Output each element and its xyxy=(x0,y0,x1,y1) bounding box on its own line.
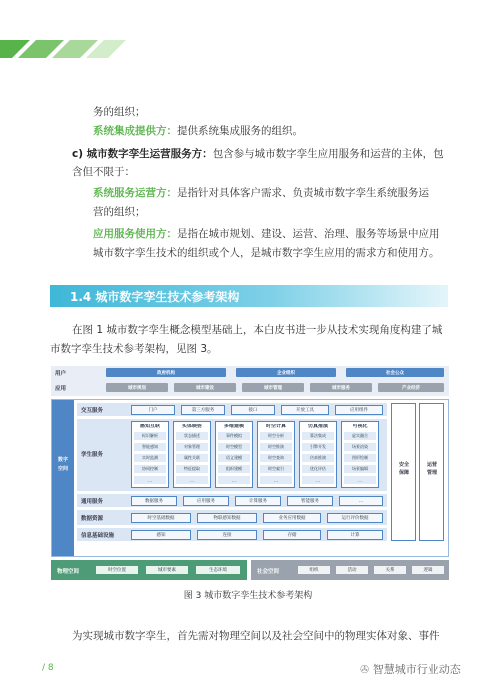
general-item: ... xyxy=(339,496,383,506)
twin-column-item: 场景渲染 xyxy=(344,443,376,451)
twin-column-item: 场景编辑 xyxy=(344,465,376,473)
twin-column-item: 属性关联 xyxy=(176,454,208,462)
social-item: 逻辑 xyxy=(411,565,445,575)
twin-column-item: 时空索引 xyxy=(260,465,292,473)
app-item: 城市服务 xyxy=(310,383,372,392)
twin-column-item: 实时监测 xyxy=(134,454,166,462)
general-item: 智能服务 xyxy=(287,496,333,506)
infra-item: 感知 xyxy=(131,530,191,540)
text-line: 系统服务运营方：是指针对具体客户需求、负责城市数字孪生系统服务运 xyxy=(93,187,429,199)
twin-column-item: ... xyxy=(176,476,208,484)
twin-column-head: 多维建模 xyxy=(223,424,244,429)
data-item: 运行评价数据 xyxy=(327,513,383,523)
physical-item: 时空位置 xyxy=(95,565,139,575)
social-item: 活动 xyxy=(335,565,369,575)
physical-space-label: 物理空间 xyxy=(57,569,80,575)
twin-column-head: 时空计算 xyxy=(265,424,286,429)
social-space-label: 社会空间 xyxy=(257,569,280,575)
text-line: 营的组织； xyxy=(93,206,146,218)
text-line: 应用服务使用方：是指在城市规划、建设、运营、治理、服务等场景中应用 xyxy=(93,228,440,240)
interact-item: 开放工具 xyxy=(281,405,329,415)
general-item: 计算服务 xyxy=(235,496,281,506)
twin-column-item: 组织建模 xyxy=(218,465,250,473)
twin-column-item: 算法集成 xyxy=(302,432,334,440)
user-item: 政府机构 xyxy=(106,368,226,377)
physical-item: 城市要素 xyxy=(145,565,189,575)
app-item: 产业经济 xyxy=(378,383,444,392)
twin-column-item: 语义建模 xyxy=(218,454,250,462)
twin-column-item: 时空查询 xyxy=(260,454,292,462)
twin-column-item: ... xyxy=(344,476,376,484)
twin-column-item: 仿真推演 xyxy=(302,454,334,462)
twin-column-item: 智能感知 xyxy=(134,443,166,451)
data-label: 数据资源 xyxy=(81,516,104,522)
social-item: 组织 xyxy=(297,565,331,575)
infra-item: 计算 xyxy=(327,530,383,540)
corner-stripe-decoration xyxy=(0,0,140,60)
twin-column-item: ... xyxy=(302,476,334,484)
infra-item: 存储 xyxy=(263,530,321,540)
page-number: / 8 xyxy=(42,663,54,673)
brand-watermark: ✇ 智慧城市行业动态 xyxy=(360,663,461,676)
digital-space-label: 数字空间 xyxy=(57,457,68,472)
twin-column-item: 时空模型 xyxy=(218,443,250,451)
general-item: 应用服务 xyxy=(183,496,229,506)
user-item: 企业组织 xyxy=(236,368,336,377)
interact-item: 第三方服务 xyxy=(181,405,225,415)
twin-column-item: 特征提取 xyxy=(176,465,208,473)
twin-column-item: 图形绘制 xyxy=(344,454,376,462)
twin-column-item: 状态描述 xyxy=(176,432,208,440)
user-item: 社会公众 xyxy=(346,368,444,377)
text-line: 为实现城市数字孪生，首先需对物理空间以及社会空间中的物理实体对象、事件 xyxy=(72,630,440,642)
app-item: 城市建设 xyxy=(174,383,236,392)
social-item: 关系 xyxy=(373,565,407,575)
text-line: 务的组织； xyxy=(93,106,146,118)
twin-column-head: 可视化 xyxy=(352,424,368,429)
twin-column-item: 协同控制 xyxy=(134,465,166,473)
text-line: 城市数字孪生技术的组织或个人，是城市数字孪生应用的需求方和使用方。 xyxy=(93,247,440,259)
twin-column-item: ... xyxy=(218,476,250,484)
twin-column-item: 时空推演 xyxy=(260,443,292,451)
twin-column-item: 标识解析 xyxy=(134,432,166,440)
twin-column-head: 感知互联 xyxy=(139,424,160,429)
text-line: 在图 1 城市数字孪生概念模型基础上，本白皮书进一步从技术实现角度构建了城 xyxy=(72,324,443,336)
twin-column-item: ... xyxy=(134,476,166,484)
app-layer-label: 应用 xyxy=(55,386,67,392)
infra-label: 信息基础设施 xyxy=(81,533,115,539)
data-item: 物联感知数据 xyxy=(197,513,257,523)
twin-column-item: 对象管理 xyxy=(176,443,208,451)
physical-item: 生态环境 xyxy=(195,565,241,575)
twin-column-item: ... xyxy=(260,476,292,484)
text-line: 含但不限于： xyxy=(72,166,135,178)
user-layer-label: 用户 xyxy=(55,371,67,377)
interact-label: 交互服务 xyxy=(81,408,104,414)
twin-column-head: 实体映射 xyxy=(181,424,202,429)
twin-column-item: 引擎开发 xyxy=(302,443,334,451)
interact-item: 门户 xyxy=(131,405,175,415)
app-item: 城市规划 xyxy=(106,383,168,392)
general-item: 数据服务 xyxy=(131,496,177,506)
app-item: 城市管理 xyxy=(242,383,304,392)
section-heading: 1.4 城市数字孪生技术参考架构 xyxy=(50,285,448,307)
data-item: 业务应用数据 xyxy=(263,513,321,523)
text-line: 市数字孪生技术参考架构，见图 3。 xyxy=(50,343,218,355)
text-line: 系统集成提供方：提供系统集成服务的组织。 xyxy=(93,125,303,137)
twin-column-item: 优化评估 xyxy=(302,465,334,473)
text-line: c) 城市数字孪生运营服务方：包含参与城市数字孪生应用服务和运营的主体，包 xyxy=(72,148,444,160)
twin-label: 孪生服务 xyxy=(81,452,104,458)
security-label: 安全保障 xyxy=(399,462,410,476)
infra-item: 连接 xyxy=(197,530,257,540)
twin-column-item: 事件模拟 xyxy=(218,432,250,440)
data-item: 时空基础数据 xyxy=(131,513,191,523)
twin-column-item: 时空分析 xyxy=(260,432,292,440)
ops-label: 运营管理 xyxy=(427,462,438,476)
figure-caption: 图 3 城市数字孪生技术参考架构 xyxy=(183,591,313,601)
architecture-diagram xyxy=(51,366,449,584)
interact-item: 接口 xyxy=(231,405,275,415)
general-label: 通用服务 xyxy=(81,499,104,505)
twin-column-head: 仿真推演 xyxy=(307,424,328,429)
interact-item: 应用组件 xyxy=(335,405,383,415)
twin-column-item: 虚实融合 xyxy=(344,432,376,440)
